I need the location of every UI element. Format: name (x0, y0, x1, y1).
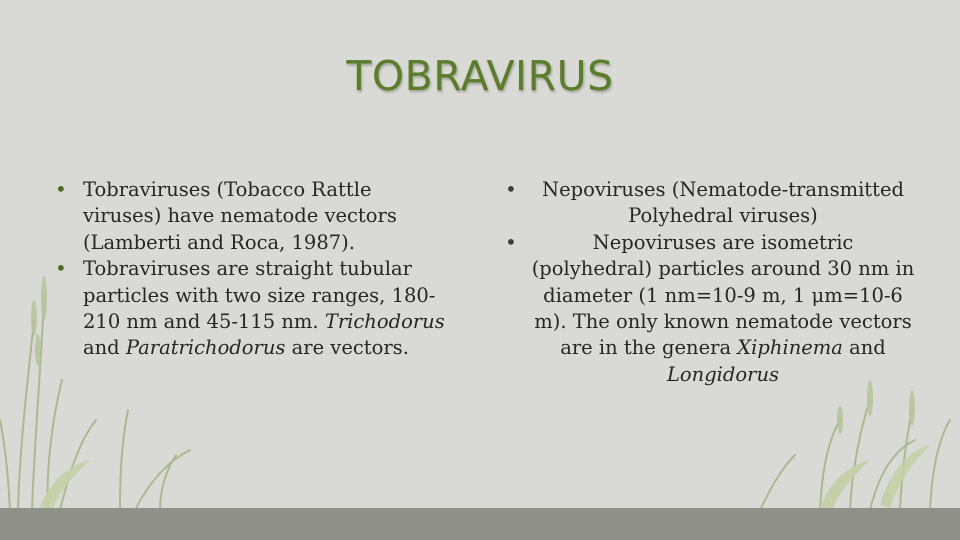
bullet-icon: • (55, 256, 67, 281)
bullet-icon: • (505, 229, 517, 254)
bullet-text: are vectors. (285, 336, 409, 360)
genus-name: Trichodorus (324, 310, 445, 334)
bullet-text: Nepoviruses are isometric (polyhedral) particles around 30 nm in diameter (1 nm=10-9 m, 1 μm=10-6 m). The only known nematode vectors are in the genera (531, 230, 915, 360)
bullet-text: and (842, 336, 886, 360)
list-item (505, 177, 915, 230)
list-item (505, 230, 915, 388)
bullet-text: Tobraviruses (Tobacco Rattle viruses) have nematode vectors (Lamberti and Roca, 1987). (83, 178, 397, 254)
genus-name: Paratrichodorus (125, 336, 286, 360)
ground-strip (0, 508, 960, 540)
left-bullet-list (55, 177, 455, 362)
list-item (55, 256, 455, 362)
genus-name: Xiphinema (737, 336, 843, 360)
right-column (505, 177, 915, 388)
genus-name: Longidorus (666, 362, 780, 386)
slide-title: TOBRAVIRUS (346, 52, 614, 100)
bullet-icon: • (505, 177, 517, 201)
right-bullet-list (505, 177, 915, 388)
left-column (55, 177, 455, 362)
bullet-text: Tobraviruses are straight tubular particles with two size ranges, 180-210 nm and 45-115 nm. (83, 257, 436, 334)
bullet-icon: • (55, 177, 67, 201)
list-item (55, 177, 455, 256)
bullet-text: Nepoviruses (Nematode-transmitted Polyhedral viruses) (542, 178, 904, 228)
bullet-text: and (83, 336, 126, 360)
